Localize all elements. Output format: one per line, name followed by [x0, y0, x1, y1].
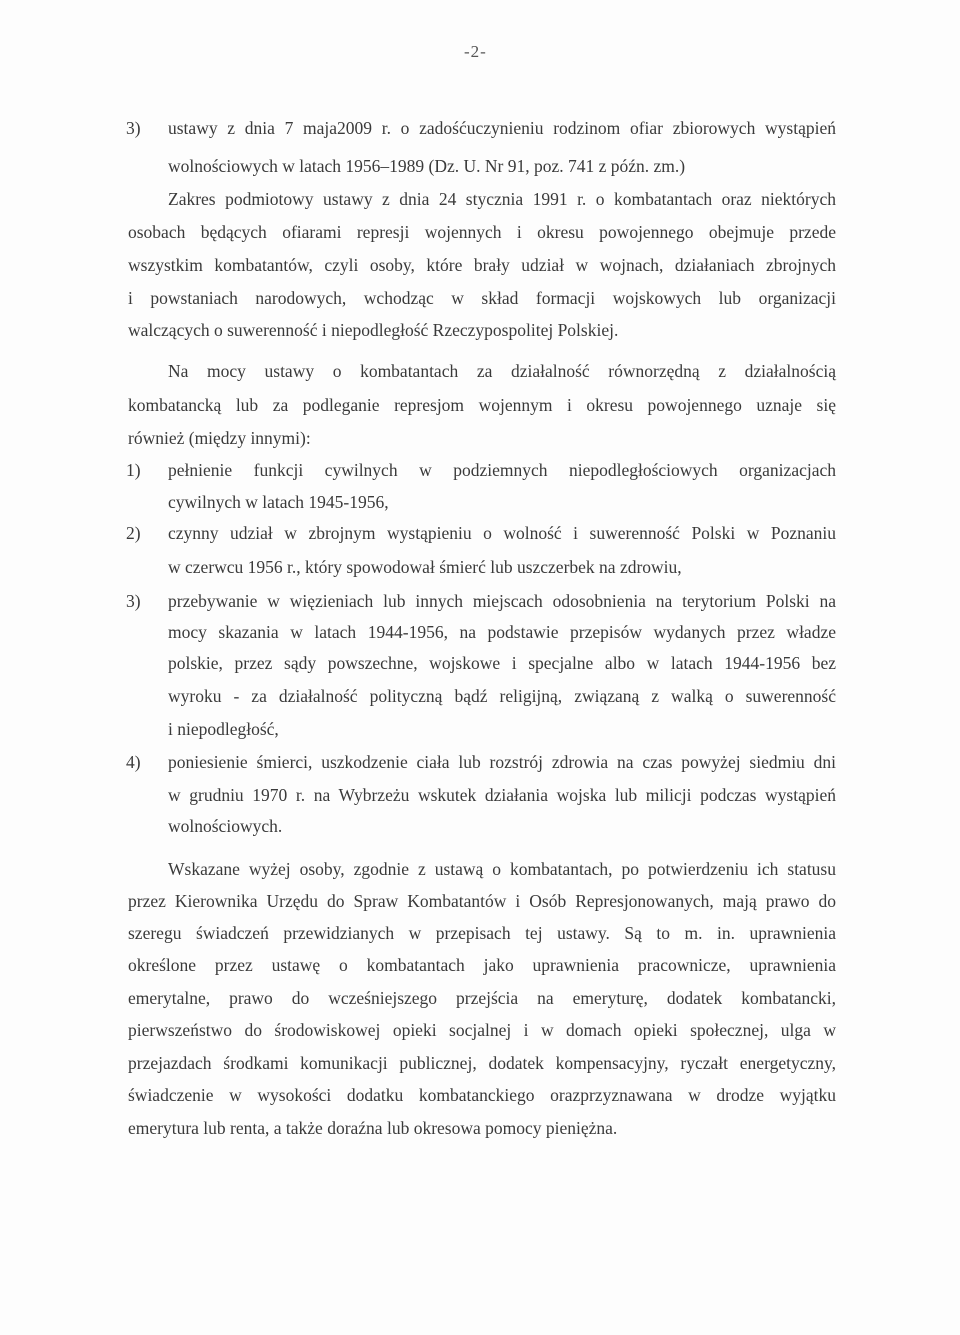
- text-line: osobach będących ofiarami represji wojennych i okresu powojennego obejmuje przede: [128, 222, 836, 242]
- text-line: wolnościowych w latach 1956–1989 (Dz. U. Nr 91, poz. 741 z późn. zm.): [168, 156, 686, 176]
- text-line: określone przez ustawę o kombatantach jako uprawnienia pracownicze, uprawnienia: [128, 955, 836, 975]
- text-line: walczących o suwerenność i niepodległość Rzeczypospolitej Polskiej.: [128, 320, 619, 340]
- text-line: w grudniu 1970 r. na Wybrzeżu wskutek działania wojska lub milicji podczas wystąpień: [168, 785, 836, 805]
- text-line: emerytura lub renta, a także doraźna lub okresowa pomocy pieniężna.: [128, 1118, 618, 1138]
- list-number: 1): [126, 460, 141, 480]
- text-line: poniesienie śmierci, uszkodzenie ciała lub rozstrój zdrowia na czas powyżej siedmiu dni: [168, 752, 836, 772]
- text-line: ustawy z dnia 7 maja2009 r. o zadośćuczynieniu rodzinom ofiar zbiorowych wystąpień: [168, 118, 836, 138]
- text-line: w czerwcu 1956 r., który spowodował śmierć lub uszczerbek na zdrowiu,: [168, 557, 682, 577]
- text-line: Na mocy ustawy o kombatantach za działalność równorzędną z działalnością: [168, 361, 836, 381]
- text-line: i niepodległość,: [168, 719, 279, 739]
- text-line: Wskazane wyżej osoby, zgodnie z ustawą o kombatantach, po potwierdzeniu ich statusu: [168, 859, 836, 879]
- text-line: cywilnych w latach 1945-1956,: [168, 492, 389, 512]
- list-number: 3): [126, 118, 141, 138]
- text-line: pierwszeństwo do środowiskowej opieki socjalnej i w domach opieki społecznej, ulga w: [128, 1020, 836, 1040]
- text-line: Zakres podmiotowy ustawy z dnia 24 stycznia 1991 r. o kombatantach oraz niektórych: [168, 189, 836, 209]
- text-line: polskie, przez sądy powszechne, wojskowe i specjalne albo w latach 1944-1956 bez: [168, 653, 836, 673]
- text-line: wszystkim kombatantów, czyli osoby, które brały udział w wojnach, działaniach zbrojnych: [128, 255, 836, 275]
- text-line: czynny udział w zbrojnym wystąpieniu o wolność i suwerenność Polski w Poznaniu: [168, 523, 836, 543]
- list-number: 3): [126, 591, 141, 611]
- text-line: wyroku - za działalność polityczną bądź religijną, związaną z walką o suwerenność: [168, 686, 836, 706]
- page-number: -2-: [464, 42, 487, 61]
- text-line: mocy skazania w latach 1944-1956, na podstawie przepisów wydanych przez władze: [168, 622, 836, 642]
- list-number: 2): [126, 523, 141, 543]
- text-line: emerytalne, prawo do wcześniejszego przejścia na emeryturę, dodatek kombatancki,: [128, 988, 836, 1008]
- text-line: przejazdach środkami komunikacji publicznej, dodatek kompensacyjny, ryczałt energetyczny,: [128, 1053, 836, 1073]
- text-line: kombatancką lub za podleganie represjom wojennym i okresu powojennego uznaje się: [128, 395, 836, 415]
- text-line: przez Kierownika Urzędu do Spraw Kombatantów i Osób Represjonowanych, mają prawo do: [128, 891, 836, 911]
- text-line: świadczenie w wysokości dodatku kombatanckiego orazprzyznawana w drodze wyjątku: [128, 1085, 836, 1105]
- list-number: 4): [126, 752, 141, 772]
- text-line: i powstaniach narodowych, wchodząc w skład formacji wojskowych lub organizacji: [128, 288, 836, 308]
- text-line: wolnościowych.: [168, 816, 283, 836]
- text-line: przebywanie w więzieniach lub innych miejscach odosobnienia na terytorium Polski na: [168, 591, 836, 611]
- text-line: pełnienie funkcji cywilnych w podziemnych niepodległościowych organizacjach: [168, 460, 836, 480]
- text-line: szeregu świadczeń przewidzianych w przepisach tej ustawy. Są to m. in. uprawnienia: [128, 923, 836, 943]
- text-line: również (między innymi):: [128, 428, 311, 448]
